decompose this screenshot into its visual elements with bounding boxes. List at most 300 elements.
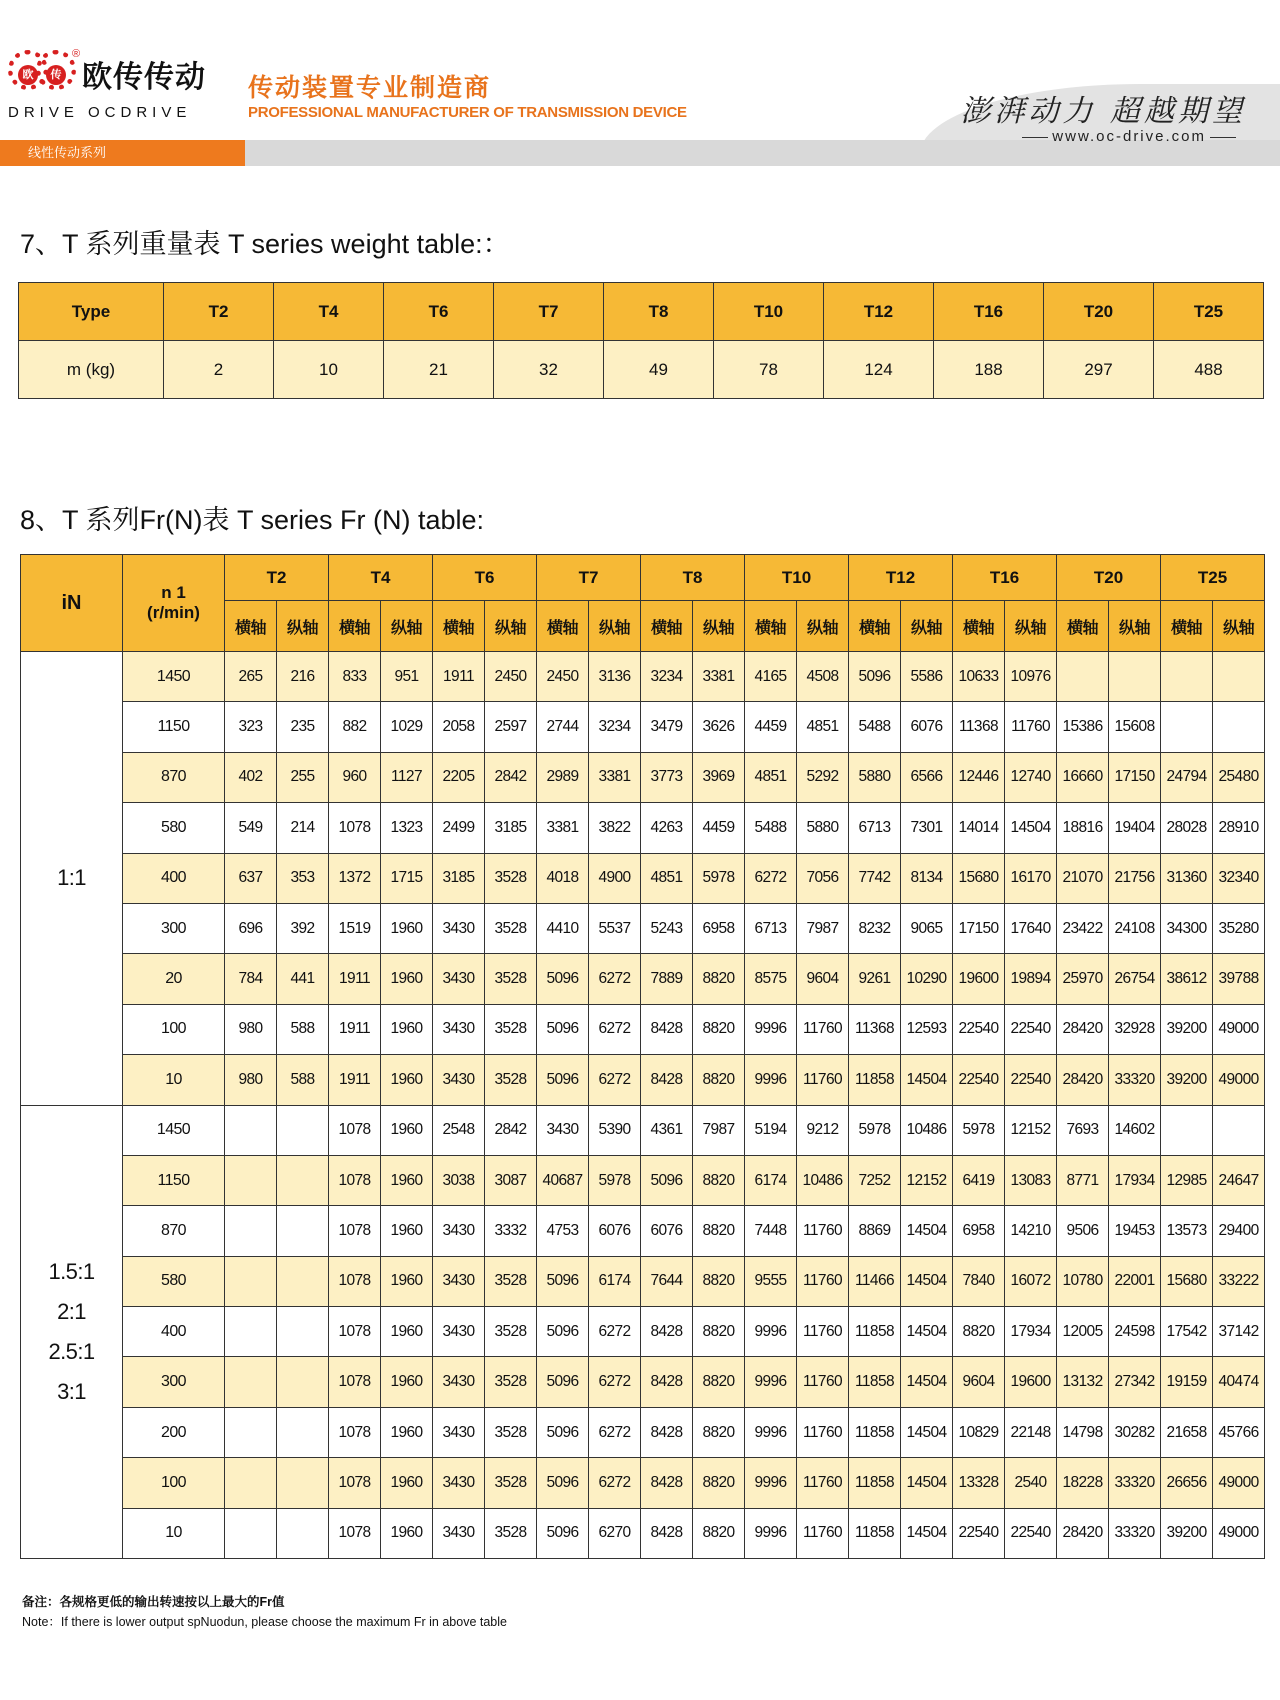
fr-value-cell: 392 bbox=[277, 903, 329, 953]
fr-value-cell: 1960 bbox=[381, 1004, 433, 1054]
fr-value-cell: 5243 bbox=[641, 903, 693, 953]
fr-value-cell: 14504 bbox=[901, 1407, 953, 1457]
fr-value-cell: 637 bbox=[225, 853, 277, 903]
axial-axis-header: 纵轴 bbox=[485, 601, 537, 652]
speed-header-line: n 1 bbox=[161, 583, 186, 602]
fr-table-row bbox=[21, 903, 1265, 953]
fr-value-cell: 5096 bbox=[537, 954, 589, 1004]
weight-mass-row bbox=[19, 341, 1264, 399]
fr-value-cell: 5096 bbox=[537, 1458, 589, 1508]
fr-value-cell: 11858 bbox=[849, 1357, 901, 1407]
fr-value-cell: 11760 bbox=[797, 1055, 849, 1105]
fr-value-cell: 26754 bbox=[1109, 954, 1161, 1004]
fr-value-cell: 5096 bbox=[537, 1256, 589, 1306]
fr-value-cell: 24598 bbox=[1109, 1307, 1161, 1357]
fr-value-cell: 3430 bbox=[433, 1357, 485, 1407]
fr-value-cell: 3136 bbox=[589, 652, 641, 702]
fr-value-cell: 3528 bbox=[485, 1458, 537, 1508]
speed-cell: 20 bbox=[123, 954, 225, 1004]
fr-value-cell: 13573 bbox=[1161, 1206, 1213, 1256]
fr-value-cell: 3969 bbox=[693, 752, 745, 802]
mass-cell: 10 bbox=[274, 341, 384, 399]
fr-value-cell: 2548 bbox=[433, 1105, 485, 1155]
fr-value-cell: 10976 bbox=[1005, 652, 1057, 702]
fr-value-cell: 17150 bbox=[953, 903, 1005, 953]
fr-value-cell: 8820 bbox=[693, 1155, 745, 1205]
fr-value-cell: 1960 bbox=[381, 1407, 433, 1457]
fr-value-cell: 214 bbox=[277, 803, 329, 853]
fr-table-row bbox=[21, 702, 1265, 752]
fr-value-cell: 21070 bbox=[1057, 853, 1109, 903]
fr-table-row bbox=[21, 1004, 1265, 1054]
fr-value-cell: 17640 bbox=[1005, 903, 1057, 953]
radial-axis-header: 横轴 bbox=[953, 601, 1005, 652]
speed-cell: 300 bbox=[123, 1357, 225, 1407]
speed-cell: 100 bbox=[123, 1004, 225, 1054]
fr-value-cell: 5194 bbox=[745, 1105, 797, 1155]
fr-value-cell: 1911 bbox=[329, 1004, 381, 1054]
fr-value-cell: 8820 bbox=[693, 1307, 745, 1357]
type-label: Type bbox=[19, 283, 164, 341]
speed-cell: 580 bbox=[123, 1256, 225, 1306]
fr-value-cell: 11858 bbox=[849, 1307, 901, 1357]
fr-value-cell: 2989 bbox=[537, 752, 589, 802]
fr-value-cell: 6713 bbox=[745, 903, 797, 953]
tagline-cn: 传动装置专业制造商 bbox=[248, 74, 492, 102]
fr-value-cell: 8820 bbox=[693, 1206, 745, 1256]
type-cell: T16 bbox=[934, 283, 1044, 341]
fr-value-cell: 9555 bbox=[745, 1256, 797, 1306]
type-header: T10 bbox=[745, 555, 849, 601]
speed-cell: 10 bbox=[123, 1055, 225, 1105]
fr-value-cell: 19600 bbox=[1005, 1357, 1057, 1407]
fr-value-cell: 40687 bbox=[537, 1155, 589, 1205]
fr-value-cell: 8428 bbox=[641, 1307, 693, 1357]
fr-value-cell: 1960 bbox=[381, 1508, 433, 1558]
fr-value-cell: 39200 bbox=[1161, 1508, 1213, 1558]
fr-value-cell: 8820 bbox=[693, 1055, 745, 1105]
website-url: www.oc-drive.com bbox=[1018, 128, 1240, 145]
fr-value-cell: 4459 bbox=[745, 702, 797, 752]
fr-value-cell: 14504 bbox=[901, 1055, 953, 1105]
speed-cell: 400 bbox=[123, 1307, 225, 1357]
fr-value-cell: 2597 bbox=[485, 702, 537, 752]
fr-value-cell: 7889 bbox=[641, 954, 693, 1004]
fr-value-cell: 19894 bbox=[1005, 954, 1057, 1004]
fr-value-cell: 12446 bbox=[953, 752, 1005, 802]
fr-value-cell: 14504 bbox=[901, 1357, 953, 1407]
fr-value-cell: 5978 bbox=[589, 1155, 641, 1205]
fr-value-cell: 960 bbox=[329, 752, 381, 802]
fr-value-cell: 9996 bbox=[745, 1407, 797, 1457]
fr-value-cell: 2205 bbox=[433, 752, 485, 802]
fr-value-cell: 3430 bbox=[433, 954, 485, 1004]
fr-value-cell: 6272 bbox=[589, 954, 641, 1004]
fr-value-cell: 32928 bbox=[1109, 1004, 1161, 1054]
fr-value-cell: 11368 bbox=[953, 702, 1005, 752]
fr-value-cell: 12985 bbox=[1161, 1155, 1213, 1205]
fr-value-cell: 17542 bbox=[1161, 1307, 1213, 1357]
fr-value-cell: 8428 bbox=[641, 1407, 693, 1457]
fr-value-cell: 323 bbox=[225, 702, 277, 752]
fr-value-cell: 3430 bbox=[433, 1307, 485, 1357]
fr-value-cell: 8820 bbox=[693, 1458, 745, 1508]
fr-value-cell: 28420 bbox=[1057, 1055, 1109, 1105]
fr-value-cell: 9996 bbox=[745, 1357, 797, 1407]
fr-table-row bbox=[21, 652, 1265, 702]
fr-value-cell: 8575 bbox=[745, 954, 797, 1004]
fr-value-cell: 5096 bbox=[849, 652, 901, 702]
fr-value-cell: 7987 bbox=[797, 903, 849, 953]
fr-value-cell: 5537 bbox=[589, 903, 641, 953]
fr-value-cell: 1078 bbox=[329, 1206, 381, 1256]
fr-value-cell: 15386 bbox=[1057, 702, 1109, 752]
fr-value-cell: 3087 bbox=[485, 1155, 537, 1205]
page-header bbox=[0, 0, 1280, 160]
fr-table-row bbox=[21, 853, 1265, 903]
fr-table-row bbox=[21, 1407, 1265, 1457]
fr-value-cell: 49000 bbox=[1213, 1508, 1265, 1558]
fr-value-cell: 3479 bbox=[641, 702, 693, 752]
fr-value-cell: 3038 bbox=[433, 1155, 485, 1205]
fr-value-cell: 696 bbox=[225, 903, 277, 953]
fr-value-cell: 1127 bbox=[381, 752, 433, 802]
fr-value-cell: 9996 bbox=[745, 1458, 797, 1508]
fr-value-cell: 7252 bbox=[849, 1155, 901, 1205]
fr-value-cell bbox=[225, 1206, 277, 1256]
fr-value-cell: 12593 bbox=[901, 1004, 953, 1054]
fr-value-cell: 49000 bbox=[1213, 1004, 1265, 1054]
fr-value-cell bbox=[225, 1155, 277, 1205]
fr-value-cell: 5096 bbox=[537, 1004, 589, 1054]
fr-value-cell: 5978 bbox=[953, 1105, 1005, 1155]
fr-value-cell: 15680 bbox=[953, 853, 1005, 903]
fr-value-cell: 14014 bbox=[953, 803, 1005, 853]
type-cell: T7 bbox=[494, 283, 604, 341]
fr-value-cell: 19453 bbox=[1109, 1206, 1161, 1256]
weight-header-row bbox=[19, 283, 1264, 341]
fr-value-cell: 3381 bbox=[693, 652, 745, 702]
fr-value-cell: 8820 bbox=[693, 1256, 745, 1306]
fr-value-cell: 40474 bbox=[1213, 1357, 1265, 1407]
fr-table-row bbox=[21, 1357, 1265, 1407]
speed-cell: 580 bbox=[123, 803, 225, 853]
fr-value-cell: 9065 bbox=[901, 903, 953, 953]
fr-value-cell: 1078 bbox=[329, 1458, 381, 1508]
fr-value-cell: 833 bbox=[329, 652, 381, 702]
speed-header-line: (r/min) bbox=[147, 603, 200, 622]
fr-value-cell: 1715 bbox=[381, 853, 433, 903]
fr-value-cell: 7056 bbox=[797, 853, 849, 903]
fr-value-cell bbox=[277, 1508, 329, 1558]
fr-value-cell bbox=[277, 1307, 329, 1357]
axial-axis-header: 纵轴 bbox=[1005, 601, 1057, 652]
fr-value-cell: 28910 bbox=[1213, 803, 1265, 853]
fr-value-cell: 22540 bbox=[953, 1508, 1005, 1558]
fr-value-cell: 1960 bbox=[381, 954, 433, 1004]
fr-value-cell: 14210 bbox=[1005, 1206, 1057, 1256]
fr-value-cell: 11858 bbox=[849, 1407, 901, 1457]
fr-value-cell: 1960 bbox=[381, 1458, 433, 1508]
category-tab: 线性传动系列 bbox=[0, 140, 245, 166]
weight-table bbox=[18, 282, 1264, 399]
fr-value-cell: 2450 bbox=[537, 652, 589, 702]
fr-value-cell: 6566 bbox=[901, 752, 953, 802]
fr-value-cell: 3381 bbox=[537, 803, 589, 853]
fr-value-cell: 25970 bbox=[1057, 954, 1109, 1004]
fr-value-cell: 7840 bbox=[953, 1256, 1005, 1306]
type-header: T2 bbox=[225, 555, 329, 601]
fr-value-cell: 6272 bbox=[589, 1458, 641, 1508]
fr-value-cell: 28028 bbox=[1161, 803, 1213, 853]
fr-value-cell: 33222 bbox=[1213, 1256, 1265, 1306]
fr-value-cell: 3430 bbox=[537, 1105, 589, 1155]
fr-value-cell: 980 bbox=[225, 1004, 277, 1054]
fr-value-cell bbox=[1213, 702, 1265, 752]
fr-value-cell: 13132 bbox=[1057, 1357, 1109, 1407]
fr-value-cell: 11760 bbox=[797, 1357, 849, 1407]
fr-value-cell: 588 bbox=[277, 1055, 329, 1105]
fr-value-cell bbox=[277, 1458, 329, 1508]
radial-axis-header: 横轴 bbox=[641, 601, 693, 652]
fr-value-cell: 29400 bbox=[1213, 1206, 1265, 1256]
ratio-label: 1:1 bbox=[57, 865, 86, 891]
fr-value-cell: 3430 bbox=[433, 1004, 485, 1054]
fr-value-cell: 235 bbox=[277, 702, 329, 752]
fr-value-cell: 6272 bbox=[745, 853, 797, 903]
fr-table-row bbox=[21, 803, 1265, 853]
fr-value-cell: 2744 bbox=[537, 702, 589, 752]
logo-text-en: DRIVE OCDRIVE bbox=[8, 104, 192, 121]
fr-value-cell: 1078 bbox=[329, 1407, 381, 1457]
axial-axis-header: 纵轴 bbox=[589, 601, 641, 652]
speed-cell: 200 bbox=[123, 1407, 225, 1457]
fr-value-cell: 12740 bbox=[1005, 752, 1057, 802]
fr-table bbox=[20, 554, 1265, 1559]
fr-table-row bbox=[21, 1055, 1265, 1105]
speed-cell: 1150 bbox=[123, 702, 225, 752]
fr-value-cell: 4263 bbox=[641, 803, 693, 853]
fr-value-cell: 3430 bbox=[433, 1458, 485, 1508]
fr-value-cell: 1911 bbox=[329, 954, 381, 1004]
fr-value-cell: 1960 bbox=[381, 1307, 433, 1357]
fr-value-cell: 15608 bbox=[1109, 702, 1161, 752]
fr-value-cell: 16170 bbox=[1005, 853, 1057, 903]
fr-value-cell: 8820 bbox=[693, 954, 745, 1004]
fr-value-cell: 5096 bbox=[537, 1508, 589, 1558]
fr-value-cell: 11858 bbox=[849, 1055, 901, 1105]
fr-value-cell bbox=[225, 1256, 277, 1306]
fr-value-cell: 11760 bbox=[797, 1206, 849, 1256]
speed-cell: 400 bbox=[123, 853, 225, 903]
radial-axis-header: 横轴 bbox=[225, 601, 277, 652]
fr-value-cell: 3185 bbox=[433, 853, 485, 903]
type-cell: T25 bbox=[1154, 283, 1264, 341]
fr-value-cell: 3234 bbox=[641, 652, 693, 702]
fr-value-cell bbox=[1161, 652, 1213, 702]
type-header: T20 bbox=[1057, 555, 1161, 601]
fr-value-cell: 24647 bbox=[1213, 1155, 1265, 1205]
mass-cell: 78 bbox=[714, 341, 824, 399]
gear-icon: 欧 bbox=[8, 50, 48, 90]
fr-value-cell: 9996 bbox=[745, 1508, 797, 1558]
fr-value-cell: 3430 bbox=[433, 1206, 485, 1256]
mass-cell: 21 bbox=[384, 341, 494, 399]
fr-table-row bbox=[21, 1508, 1265, 1558]
fr-value-cell: 6272 bbox=[589, 1004, 641, 1054]
fr-value-cell: 4851 bbox=[797, 702, 849, 752]
fr-value-cell bbox=[225, 1105, 277, 1155]
fr-value-cell bbox=[1213, 1105, 1265, 1155]
fr-value-cell: 31360 bbox=[1161, 853, 1213, 903]
fr-value-cell: 1960 bbox=[381, 1357, 433, 1407]
radial-axis-header: 横轴 bbox=[537, 601, 589, 652]
fr-value-cell: 588 bbox=[277, 1004, 329, 1054]
fr-value-cell: 7987 bbox=[693, 1105, 745, 1155]
fr-value-cell: 14504 bbox=[901, 1256, 953, 1306]
fr-value-cell bbox=[277, 1407, 329, 1457]
fr-value-cell: 3528 bbox=[485, 1307, 537, 1357]
fr-value-cell: 18816 bbox=[1057, 803, 1109, 853]
fr-value-cell: 8428 bbox=[641, 1055, 693, 1105]
fr-table-row bbox=[21, 1256, 1265, 1306]
fr-value-cell: 8869 bbox=[849, 1206, 901, 1256]
fr-value-cell: 11760 bbox=[797, 1256, 849, 1306]
fr-value-cell: 19159 bbox=[1161, 1357, 1213, 1407]
mass-cell: 188 bbox=[934, 341, 1044, 399]
slogan: 澎湃动力 超越期望 bbox=[960, 94, 1246, 129]
fr-value-cell: 3528 bbox=[485, 1407, 537, 1457]
fr-value-cell: 3430 bbox=[433, 1508, 485, 1558]
fr-value-cell: 19404 bbox=[1109, 803, 1161, 853]
fr-value-cell: 33320 bbox=[1109, 1458, 1161, 1508]
fr-value-cell: 1960 bbox=[381, 903, 433, 953]
mass-cell: 2 bbox=[164, 341, 274, 399]
fr-value-cell bbox=[1213, 652, 1265, 702]
fr-table-row bbox=[21, 1458, 1265, 1508]
fr-value-cell bbox=[277, 1105, 329, 1155]
fr-value-cell: 4900 bbox=[589, 853, 641, 903]
fr-value-cell: 14504 bbox=[901, 1307, 953, 1357]
fr-value-cell: 3332 bbox=[485, 1206, 537, 1256]
fr-value-cell: 9604 bbox=[797, 954, 849, 1004]
fr-value-cell: 19600 bbox=[953, 954, 1005, 1004]
radial-axis-header: 横轴 bbox=[1161, 601, 1213, 652]
fr-value-cell: 6174 bbox=[745, 1155, 797, 1205]
fr-value-cell: 216 bbox=[277, 652, 329, 702]
fr-value-cell: 1960 bbox=[381, 1055, 433, 1105]
fr-value-cell: 17150 bbox=[1109, 752, 1161, 802]
type-cell: T10 bbox=[714, 283, 824, 341]
fr-value-cell: 6076 bbox=[641, 1206, 693, 1256]
note-en: Note：If there is lower output spNuodun, please choose the maximum Fr in above table bbox=[22, 1615, 507, 1629]
fr-value-cell: 2842 bbox=[485, 752, 537, 802]
fr-value-cell: 4508 bbox=[797, 652, 849, 702]
fr-value-cell bbox=[1161, 1105, 1213, 1155]
fr-value-cell: 2540 bbox=[1005, 1458, 1057, 1508]
fr-value-cell: 9996 bbox=[745, 1307, 797, 1357]
logo-text-cn: 欧传传动 bbox=[82, 61, 206, 94]
fr-value-cell: 30282 bbox=[1109, 1407, 1161, 1457]
fr-value-cell bbox=[225, 1458, 277, 1508]
fr-table-row bbox=[21, 1105, 1265, 1155]
note-cn: 备注：各规格更低的输出转速按以上最大的Fr值 bbox=[22, 1595, 285, 1609]
fr-value-cell: 13328 bbox=[953, 1458, 1005, 1508]
fr-value-cell bbox=[277, 1155, 329, 1205]
fr-value-cell: 39788 bbox=[1213, 954, 1265, 1004]
fr-value-cell: 1029 bbox=[381, 702, 433, 752]
fr-value-cell: 3528 bbox=[485, 903, 537, 953]
axial-axis-header: 纵轴 bbox=[693, 601, 745, 652]
fr-value-cell: 784 bbox=[225, 954, 277, 1004]
radial-axis-header: 横轴 bbox=[745, 601, 797, 652]
fr-value-cell: 402 bbox=[225, 752, 277, 802]
registered-mark: ® bbox=[72, 48, 81, 60]
fr-value-cell: 11760 bbox=[797, 1307, 849, 1357]
fr-value-cell: 10290 bbox=[901, 954, 953, 1004]
fr-value-cell: 13083 bbox=[1005, 1155, 1057, 1205]
fr-value-cell: 3822 bbox=[589, 803, 641, 853]
fr-value-cell: 24108 bbox=[1109, 903, 1161, 953]
fr-value-cell: 17934 bbox=[1005, 1307, 1057, 1357]
fr-value-cell: 16072 bbox=[1005, 1256, 1057, 1306]
fr-value-cell: 3528 bbox=[485, 1004, 537, 1054]
fr-value-cell: 11760 bbox=[797, 1458, 849, 1508]
fr-value-cell: 11858 bbox=[849, 1458, 901, 1508]
axial-axis-header: 纵轴 bbox=[1213, 601, 1265, 652]
fr-value-cell: 11466 bbox=[849, 1256, 901, 1306]
fr-value-cell: 16660 bbox=[1057, 752, 1109, 802]
fr-value-cell: 1078 bbox=[329, 1508, 381, 1558]
fr-value-cell: 1078 bbox=[329, 1307, 381, 1357]
fr-value-cell: 1911 bbox=[329, 1055, 381, 1105]
fr-value-cell: 8428 bbox=[641, 1458, 693, 1508]
fr-value-cell: 3528 bbox=[485, 1055, 537, 1105]
fr-value-cell: 34300 bbox=[1161, 903, 1213, 953]
ratio-label: 2.5:1 bbox=[48, 1338, 95, 1364]
mass-cell: 49 bbox=[604, 341, 714, 399]
fr-value-cell: 7693 bbox=[1057, 1105, 1109, 1155]
fr-value-cell bbox=[277, 1256, 329, 1306]
fr-value-cell: 353 bbox=[277, 853, 329, 903]
axial-axis-header: 纵轴 bbox=[381, 601, 433, 652]
fr-value-cell: 1078 bbox=[329, 1256, 381, 1306]
fr-value-cell: 10780 bbox=[1057, 1256, 1109, 1306]
fr-value-cell: 27342 bbox=[1109, 1357, 1161, 1407]
fr-value-cell: 5586 bbox=[901, 652, 953, 702]
fr-value-cell: 5488 bbox=[849, 702, 901, 752]
fr-value-cell: 14798 bbox=[1057, 1407, 1109, 1457]
fr-value-cell: 265 bbox=[225, 652, 277, 702]
radial-axis-header: 横轴 bbox=[1057, 601, 1109, 652]
fr-value-cell: 3430 bbox=[433, 1407, 485, 1457]
fr-value-cell: 441 bbox=[277, 954, 329, 1004]
ratio-label: 2:1 bbox=[57, 1298, 86, 1324]
fr-value-cell: 8232 bbox=[849, 903, 901, 953]
type-header: T7 bbox=[537, 555, 641, 601]
type-header: T25 bbox=[1161, 555, 1265, 601]
fr-value-cell: 9506 bbox=[1057, 1206, 1109, 1256]
fr-value-cell: 6958 bbox=[953, 1206, 1005, 1256]
fr-value-cell: 9212 bbox=[797, 1105, 849, 1155]
speed-cell: 1150 bbox=[123, 1155, 225, 1205]
ratio-label: 3:1 bbox=[57, 1378, 86, 1404]
fr-table-title: 8、T 系列Fr(N)表 T series Fr (N) table: bbox=[20, 505, 485, 535]
fr-value-cell: 6272 bbox=[589, 1307, 641, 1357]
fr-value-cell: 5880 bbox=[797, 803, 849, 853]
fr-value-cell: 3773 bbox=[641, 752, 693, 802]
type-cell: T20 bbox=[1044, 283, 1154, 341]
